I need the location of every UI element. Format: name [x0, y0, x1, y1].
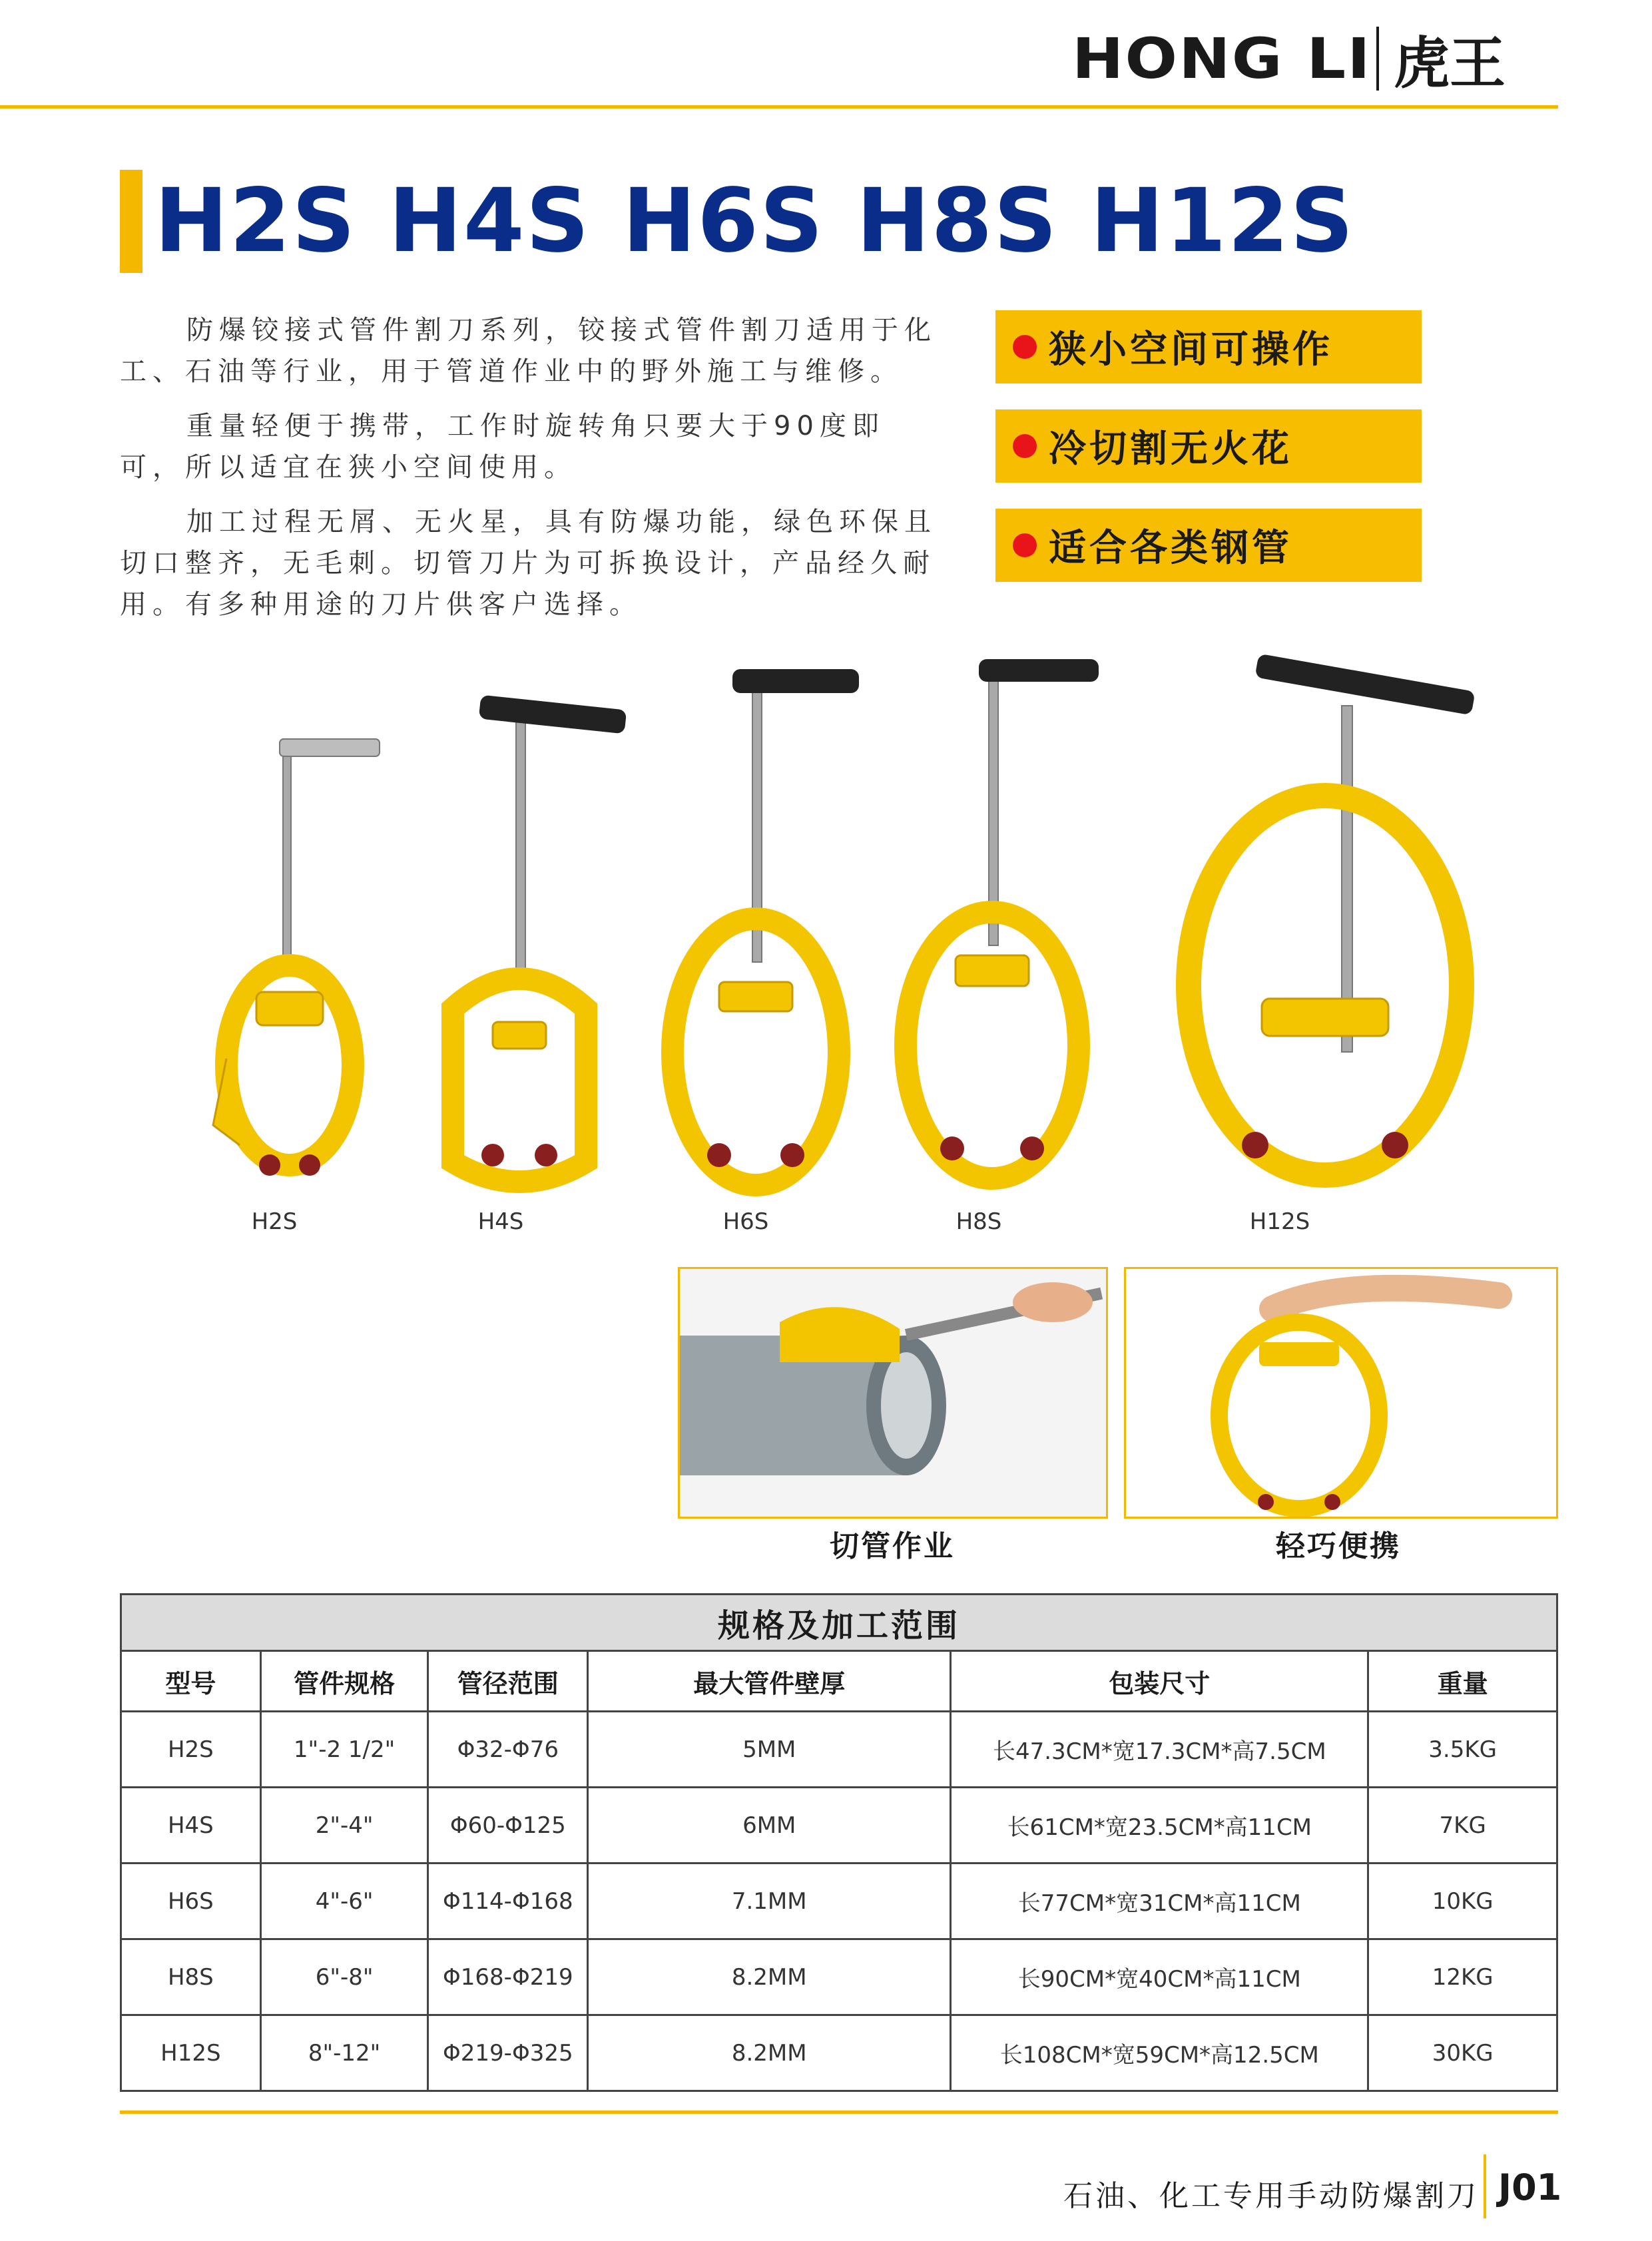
- feature-text: 狭小空间可操作: [1049, 328, 1333, 372]
- header-rule: [0, 105, 1558, 109]
- table-cell: H4S: [121, 1788, 261, 1864]
- logo-text-cn: 虎王: [1393, 30, 1506, 96]
- column-header: 包装尺寸: [951, 1651, 1368, 1712]
- intro-paragraph-1: 防爆铰接式管件割刀系列，铰接式管件割刀适用于化工、石油等行业，用于管道作业中的野外施工与维修。: [120, 315, 937, 387]
- pipe-cutter-h12s-image: [1155, 666, 1482, 1192]
- table-cell: 30KG: [1368, 2015, 1557, 2091]
- table-cell: 7KG: [1368, 1788, 1557, 1864]
- column-header: 管径范围: [428, 1651, 588, 1712]
- table-cell: 4"-6": [260, 1864, 428, 1939]
- title-accent-bar: [120, 170, 142, 273]
- spec-table: [120, 1593, 1558, 2092]
- pipe-cutter-h2s-image: [200, 732, 373, 1192]
- photo-caption-portable: 轻巧便携: [1276, 1529, 1401, 1563]
- table-cell: H8S: [121, 1939, 261, 2015]
- table-cell: 1"-2 1/2": [260, 1712, 428, 1788]
- photo-caption-pipe-cutting: 切管作业: [830, 1529, 955, 1563]
- table-row: [121, 1788, 1557, 1864]
- table-cell: 2"-4": [260, 1788, 428, 1864]
- intro-paragraph-3: 加工过程无屑、无火星，具有防爆功能，绿色环保且切口整齐，无毛刺。切管刀片为可拆换设计，产品经久耐用。有多种用途的刀片供客户选择。: [120, 507, 937, 620]
- page-number: J01: [1498, 2166, 1562, 2208]
- table-row: [121, 1939, 1557, 2015]
- brand-logo: [1072, 25, 1551, 96]
- table-cell: 6MM: [588, 1788, 951, 1864]
- page-title: H2S H4S H6S H8S H12S: [154, 170, 1355, 272]
- table-row: [121, 1864, 1557, 1939]
- table-cell: H12S: [121, 2015, 261, 2091]
- table-cell: 3.5KG: [1368, 1712, 1557, 1788]
- table-cell: 10KG: [1368, 1864, 1557, 1939]
- column-header: 最大管件壁厚: [588, 1651, 951, 1712]
- table-cell: H6S: [121, 1864, 261, 1939]
- table-cell: Φ219-Φ325: [428, 2015, 588, 2091]
- column-header: 重量: [1368, 1651, 1557, 1712]
- spec-table-caption: 规格及加工范围: [121, 1595, 1557, 1651]
- table-cell: 长77CM*宽31CM*高11CM: [951, 1864, 1368, 1939]
- table-cell: 长90CM*宽40CM*高11CM: [951, 1939, 1368, 2015]
- table-row: [121, 1712, 1557, 1788]
- footer-category: 石油、化工专用手动防爆割刀: [1063, 2179, 1479, 2213]
- footer-divider: [1484, 2154, 1486, 2218]
- bullet-dot-icon: [1013, 533, 1037, 557]
- table-cell: Φ168-Φ219: [428, 1939, 588, 2015]
- feature-badge-1: [995, 310, 1422, 383]
- logo-divider: [1376, 27, 1379, 91]
- table-cell: H2S: [121, 1712, 261, 1788]
- logo-text-en: HONG LI: [1072, 26, 1372, 91]
- table-row: [121, 2015, 1557, 2091]
- intro-text: [120, 310, 939, 638]
- column-header: 型号: [121, 1651, 261, 1712]
- table-cell: 长108CM*宽59CM*高12.5CM: [951, 2015, 1368, 2091]
- table-cell: 8"-12": [260, 2015, 428, 2091]
- bullet-dot-icon: [1013, 335, 1037, 359]
- intro-paragraph-2: 重量轻便于携带，工作时旋转角只要大于90度即可，所以适宜在狭小空间使用。: [120, 411, 885, 483]
- table-cell: 5MM: [588, 1712, 951, 1788]
- product-label-h4s: H4S: [477, 1208, 524, 1235]
- product-label-h6s: H6S: [722, 1208, 769, 1235]
- table-cell: 长61CM*宽23.5CM*高11CM: [951, 1788, 1368, 1864]
- portable-carry-photo: [1124, 1267, 1558, 1519]
- table-cell: Φ114-Φ168: [428, 1864, 588, 1939]
- feature-badge-2: [995, 409, 1422, 483]
- pipe-cutting-photo: [678, 1267, 1108, 1519]
- product-label-h8s: H8S: [956, 1208, 1002, 1235]
- pipe-cutter-h6s-image: [646, 662, 859, 1195]
- bullet-dot-icon: [1013, 434, 1037, 458]
- table-cell: 长47.3CM*宽17.3CM*高7.5CM: [951, 1712, 1368, 1788]
- product-label-h2s: H2S: [251, 1208, 298, 1235]
- product-label-h12s: H12S: [1249, 1208, 1310, 1235]
- table-cell: 6"-8": [260, 1939, 428, 2015]
- table-cell: Φ32-Φ76: [428, 1712, 588, 1788]
- feature-text: 适合各类钢管: [1049, 527, 1292, 570]
- table-cell: 8.2MM: [588, 2015, 951, 2091]
- table-cell: 7.1MM: [588, 1864, 951, 1939]
- table-cell: Φ60-Φ125: [428, 1788, 588, 1864]
- column-header: 管件规格: [260, 1651, 428, 1712]
- table-cell: 8.2MM: [588, 1939, 951, 2015]
- pipe-cutter-h4s-image: [419, 696, 619, 1192]
- feature-badge-3: [995, 509, 1422, 582]
- feature-text: 冷切割无火花: [1049, 427, 1292, 471]
- table-cell: 12KG: [1368, 1939, 1557, 2015]
- pipe-cutter-h8s-image: [886, 652, 1099, 1185]
- footer-rule: [120, 2111, 1558, 2114]
